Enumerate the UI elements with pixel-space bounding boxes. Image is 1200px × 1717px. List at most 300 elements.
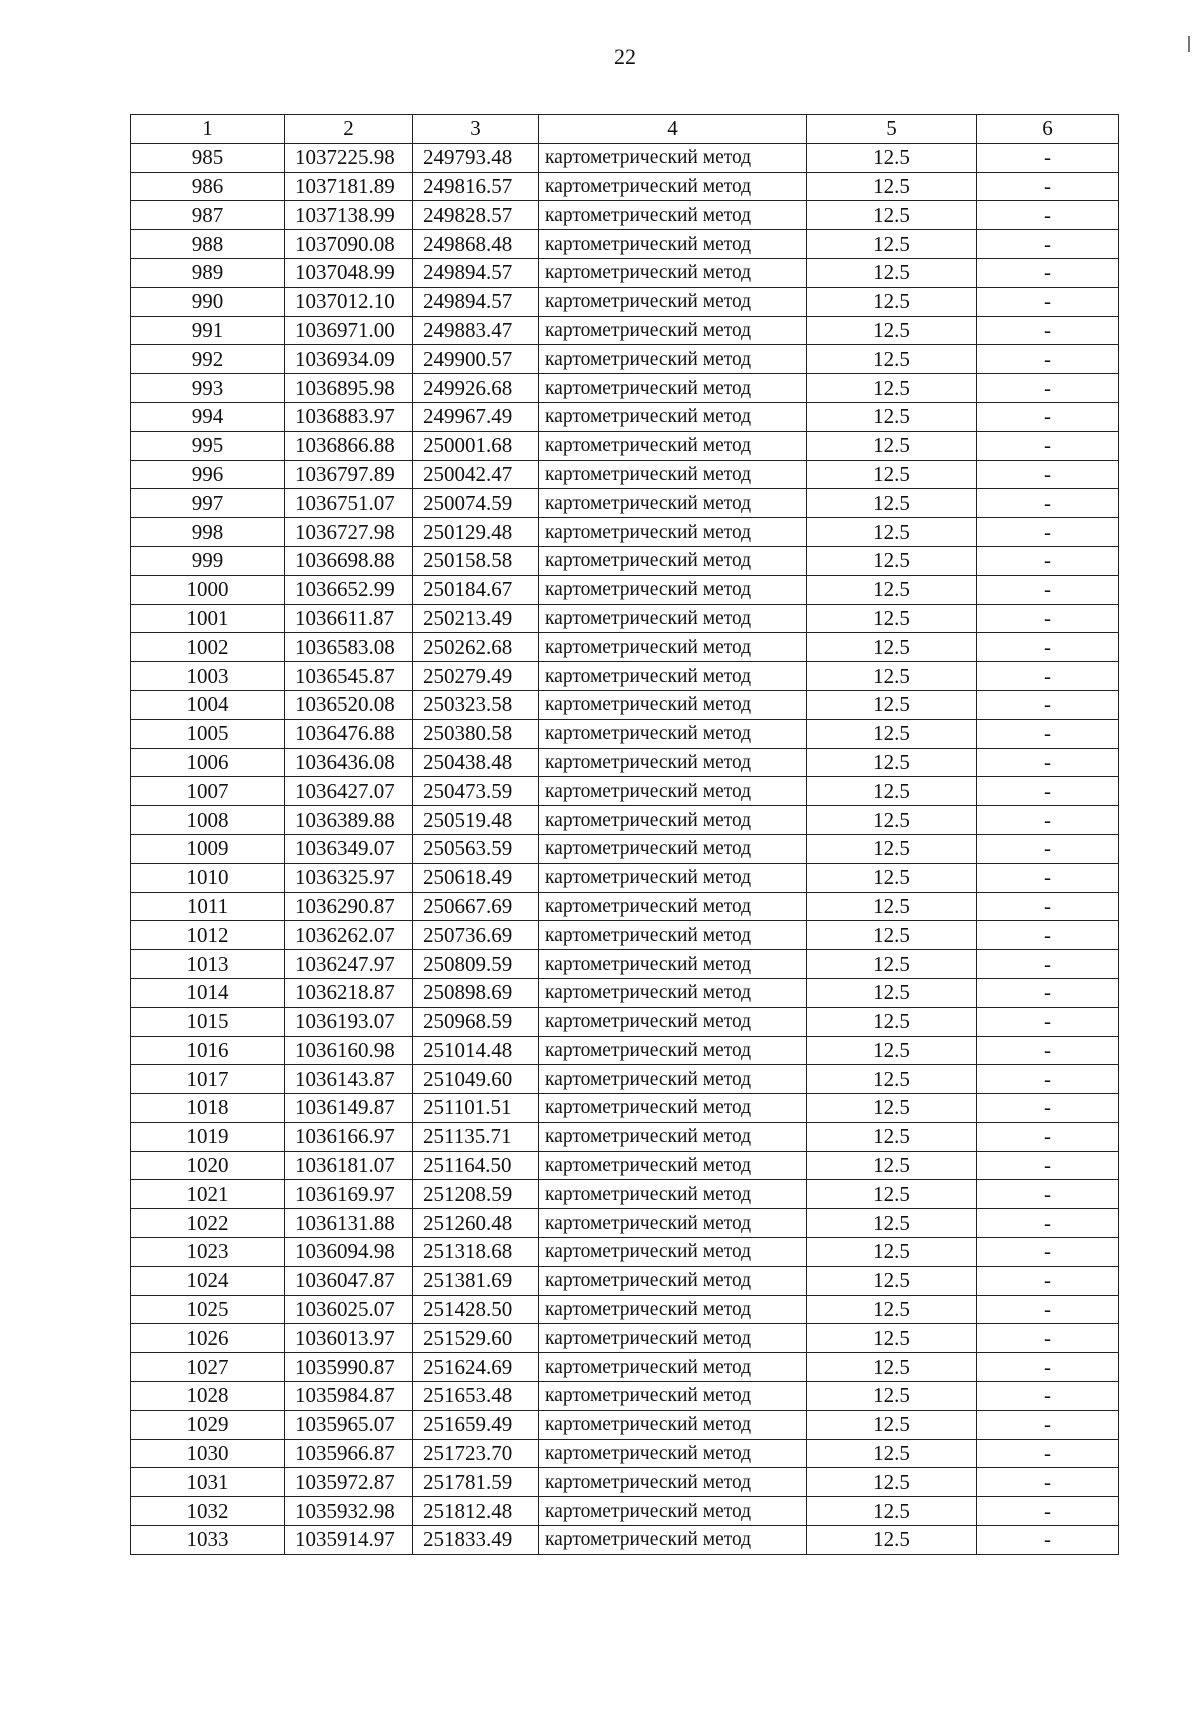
cell-coordinate-x: 1037048.99 bbox=[285, 258, 413, 287]
cell-coordinate-x: 1036013.97 bbox=[285, 1324, 413, 1353]
table-row bbox=[131, 345, 1119, 374]
cell-coordinate-x: 1037012.10 bbox=[285, 287, 413, 316]
cell-coordinate-y: 251624.69 bbox=[413, 1353, 539, 1382]
cell-method: картометрический метод bbox=[539, 402, 807, 431]
table-row bbox=[131, 1209, 1119, 1238]
cell-coordinate-x: 1036247.97 bbox=[285, 950, 413, 979]
cell-note: - bbox=[977, 921, 1119, 950]
cell-note: - bbox=[977, 518, 1119, 547]
cell-note: - bbox=[977, 1295, 1119, 1324]
table-row bbox=[131, 402, 1119, 431]
cell-coordinate-x: 1037225.98 bbox=[285, 143, 413, 172]
cell-note: - bbox=[977, 1151, 1119, 1180]
cell-method: картометрический метод bbox=[539, 777, 807, 806]
cell-point-number: 1011 bbox=[131, 892, 285, 921]
cell-point-number: 1014 bbox=[131, 978, 285, 1007]
cell-note: - bbox=[977, 633, 1119, 662]
cell-method: картометрический метод bbox=[539, 316, 807, 345]
cell-point-number: 1022 bbox=[131, 1209, 285, 1238]
cell-coordinate-x: 1036193.07 bbox=[285, 1007, 413, 1036]
cell-coordinate-x: 1035990.87 bbox=[285, 1353, 413, 1382]
column-header: 5 bbox=[807, 115, 977, 144]
cell-point-number: 992 bbox=[131, 345, 285, 374]
cell-coordinate-x: 1036427.07 bbox=[285, 777, 413, 806]
cell-method: картометрический метод bbox=[539, 806, 807, 835]
table-row bbox=[131, 748, 1119, 777]
cell-accuracy: 12.5 bbox=[807, 892, 977, 921]
cell-coordinate-y: 249816.57 bbox=[413, 172, 539, 201]
cell-point-number: 999 bbox=[131, 546, 285, 575]
cell-method: картометрический метод bbox=[539, 834, 807, 863]
cell-note: - bbox=[977, 1410, 1119, 1439]
cell-method: картометрический метод bbox=[539, 1295, 807, 1324]
table-row bbox=[131, 690, 1119, 719]
cell-point-number: 1018 bbox=[131, 1094, 285, 1123]
cell-point-number: 1004 bbox=[131, 690, 285, 719]
cell-coordinate-y: 250438.48 bbox=[413, 748, 539, 777]
cell-accuracy: 12.5 bbox=[807, 316, 977, 345]
cell-coordinate-y: 250519.48 bbox=[413, 806, 539, 835]
cell-accuracy: 12.5 bbox=[807, 1094, 977, 1123]
cell-accuracy: 12.5 bbox=[807, 1209, 977, 1238]
cell-method: картометрический метод bbox=[539, 1526, 807, 1555]
cell-note: - bbox=[977, 1122, 1119, 1151]
cell-coordinate-x: 1037181.89 bbox=[285, 172, 413, 201]
cell-point-number: 1001 bbox=[131, 604, 285, 633]
cell-note: - bbox=[977, 806, 1119, 835]
cell-accuracy: 12.5 bbox=[807, 777, 977, 806]
cell-coordinate-y: 251653.48 bbox=[413, 1382, 539, 1411]
cell-method: картометрический метод bbox=[539, 460, 807, 489]
cell-accuracy: 12.5 bbox=[807, 546, 977, 575]
cell-coordinate-x: 1036727.98 bbox=[285, 518, 413, 547]
cell-accuracy: 12.5 bbox=[807, 921, 977, 950]
cell-point-number: 1012 bbox=[131, 921, 285, 950]
cell-coordinate-y: 251101.51 bbox=[413, 1094, 539, 1123]
cell-coordinate-x: 1036149.87 bbox=[285, 1094, 413, 1123]
margin-mark bbox=[1188, 36, 1190, 52]
cell-coordinate-y: 250129.48 bbox=[413, 518, 539, 547]
cell-note: - bbox=[977, 1324, 1119, 1353]
cell-note: - bbox=[977, 662, 1119, 691]
cell-coordinate-y: 250262.68 bbox=[413, 633, 539, 662]
cell-method: картометрический метод bbox=[539, 172, 807, 201]
table-row bbox=[131, 1410, 1119, 1439]
cell-point-number: 986 bbox=[131, 172, 285, 201]
cell-coordinate-x: 1036797.89 bbox=[285, 460, 413, 489]
cell-coordinate-x: 1037090.08 bbox=[285, 230, 413, 259]
cell-point-number: 1015 bbox=[131, 1007, 285, 1036]
cell-point-number: 1023 bbox=[131, 1238, 285, 1267]
cell-coordinate-x: 1036131.88 bbox=[285, 1209, 413, 1238]
cell-coordinate-y: 250563.59 bbox=[413, 834, 539, 863]
cell-note: - bbox=[977, 1382, 1119, 1411]
cell-coordinate-y: 250736.69 bbox=[413, 921, 539, 950]
cell-coordinate-x: 1036290.87 bbox=[285, 892, 413, 921]
cell-coordinate-x: 1036181.07 bbox=[285, 1151, 413, 1180]
cell-point-number: 1031 bbox=[131, 1468, 285, 1497]
cell-note: - bbox=[977, 172, 1119, 201]
cell-note: - bbox=[977, 777, 1119, 806]
table-row bbox=[131, 950, 1119, 979]
cell-coordinate-x: 1036895.98 bbox=[285, 374, 413, 403]
table-row bbox=[131, 1526, 1119, 1555]
cell-point-number: 1025 bbox=[131, 1295, 285, 1324]
cell-coordinate-x: 1036262.07 bbox=[285, 921, 413, 950]
cell-note: - bbox=[977, 1439, 1119, 1468]
cell-point-number: 1010 bbox=[131, 863, 285, 892]
table-row bbox=[131, 1324, 1119, 1353]
cell-coordinate-y: 250968.59 bbox=[413, 1007, 539, 1036]
cell-coordinate-y: 250213.49 bbox=[413, 604, 539, 633]
cell-accuracy: 12.5 bbox=[807, 806, 977, 835]
table-row bbox=[131, 806, 1119, 835]
cell-point-number: 993 bbox=[131, 374, 285, 403]
table-row bbox=[131, 863, 1119, 892]
table-row bbox=[131, 1382, 1119, 1411]
cell-method: картометрический метод bbox=[539, 258, 807, 287]
cell-accuracy: 12.5 bbox=[807, 863, 977, 892]
cell-coordinate-y: 250001.68 bbox=[413, 431, 539, 460]
cell-coordinate-x: 1036047.87 bbox=[285, 1266, 413, 1295]
cell-point-number: 1002 bbox=[131, 633, 285, 662]
table-row bbox=[131, 287, 1119, 316]
column-header: 6 bbox=[977, 115, 1119, 144]
cell-method: картометрический метод bbox=[539, 431, 807, 460]
cell-coordinate-y: 249900.57 bbox=[413, 345, 539, 374]
cell-method: картометрический метод bbox=[539, 287, 807, 316]
cell-method: картометрический метод bbox=[539, 1266, 807, 1295]
table-row bbox=[131, 921, 1119, 950]
cell-method: картометрический метод bbox=[539, 1353, 807, 1382]
cell-coordinate-x: 1036094.98 bbox=[285, 1238, 413, 1267]
column-header: 4 bbox=[539, 115, 807, 144]
cell-coordinate-x: 1036218.87 bbox=[285, 978, 413, 1007]
cell-point-number: 1032 bbox=[131, 1497, 285, 1526]
cell-note: - bbox=[977, 863, 1119, 892]
cell-coordinate-y: 250074.59 bbox=[413, 489, 539, 518]
cell-note: - bbox=[977, 1238, 1119, 1267]
cell-method: картометрический метод bbox=[539, 978, 807, 1007]
table-row bbox=[131, 777, 1119, 806]
cell-coordinate-x: 1036476.88 bbox=[285, 719, 413, 748]
cell-note: - bbox=[977, 316, 1119, 345]
cell-coordinate-y: 251260.48 bbox=[413, 1209, 539, 1238]
cell-note: - bbox=[977, 950, 1119, 979]
cell-coordinate-x: 1036169.97 bbox=[285, 1180, 413, 1209]
cell-note: - bbox=[977, 431, 1119, 460]
cell-point-number: 1007 bbox=[131, 777, 285, 806]
cell-coordinate-y: 250473.59 bbox=[413, 777, 539, 806]
table-row bbox=[131, 604, 1119, 633]
cell-coordinate-y: 251428.50 bbox=[413, 1295, 539, 1324]
cell-point-number: 1024 bbox=[131, 1266, 285, 1295]
cell-point-number: 1030 bbox=[131, 1439, 285, 1468]
cell-accuracy: 12.5 bbox=[807, 748, 977, 777]
cell-accuracy: 12.5 bbox=[807, 374, 977, 403]
cell-accuracy: 12.5 bbox=[807, 1526, 977, 1555]
cell-point-number: 1003 bbox=[131, 662, 285, 691]
table-row bbox=[131, 978, 1119, 1007]
cell-point-number: 994 bbox=[131, 402, 285, 431]
cell-accuracy: 12.5 bbox=[807, 1122, 977, 1151]
cell-accuracy: 12.5 bbox=[807, 1295, 977, 1324]
cell-accuracy: 12.5 bbox=[807, 172, 977, 201]
cell-coordinate-y: 251135.71 bbox=[413, 1122, 539, 1151]
cell-accuracy: 12.5 bbox=[807, 978, 977, 1007]
cell-coordinate-x: 1036325.97 bbox=[285, 863, 413, 892]
cell-coordinate-y: 251208.59 bbox=[413, 1180, 539, 1209]
cell-coordinate-y: 249926.68 bbox=[413, 374, 539, 403]
cell-note: - bbox=[977, 1180, 1119, 1209]
table-row bbox=[131, 1353, 1119, 1382]
cell-method: картометрический метод bbox=[539, 921, 807, 950]
cell-accuracy: 12.5 bbox=[807, 950, 977, 979]
cell-point-number: 1021 bbox=[131, 1180, 285, 1209]
header-row bbox=[131, 115, 1119, 144]
column-header: 1 bbox=[131, 115, 285, 144]
cell-point-number: 1017 bbox=[131, 1065, 285, 1094]
cell-point-number: 1020 bbox=[131, 1151, 285, 1180]
cell-coordinate-y: 250042.47 bbox=[413, 460, 539, 489]
cell-coordinate-x: 1036025.07 bbox=[285, 1295, 413, 1324]
table-row bbox=[131, 460, 1119, 489]
cell-method: картометрический метод bbox=[539, 230, 807, 259]
cell-accuracy: 12.5 bbox=[807, 402, 977, 431]
cell-method: картометрический метод bbox=[539, 546, 807, 575]
cell-note: - bbox=[977, 748, 1119, 777]
cell-coordinate-x: 1035984.87 bbox=[285, 1382, 413, 1411]
cell-note: - bbox=[977, 604, 1119, 633]
table-row bbox=[131, 1295, 1119, 1324]
table-row bbox=[131, 201, 1119, 230]
table-row bbox=[131, 719, 1119, 748]
cell-note: - bbox=[977, 201, 1119, 230]
cell-note: - bbox=[977, 345, 1119, 374]
cell-coordinate-x: 1035914.97 bbox=[285, 1526, 413, 1555]
cell-point-number: 1013 bbox=[131, 950, 285, 979]
cell-note: - bbox=[977, 1266, 1119, 1295]
cell-accuracy: 12.5 bbox=[807, 460, 977, 489]
cell-coordinate-x: 1036436.08 bbox=[285, 748, 413, 777]
cell-coordinate-y: 251529.60 bbox=[413, 1324, 539, 1353]
cell-coordinate-y: 251833.49 bbox=[413, 1526, 539, 1555]
cell-note: - bbox=[977, 1526, 1119, 1555]
cell-note: - bbox=[977, 575, 1119, 604]
cell-method: картометрический метод bbox=[539, 143, 807, 172]
table-row bbox=[131, 489, 1119, 518]
cell-point-number: 989 bbox=[131, 258, 285, 287]
cell-accuracy: 12.5 bbox=[807, 143, 977, 172]
cell-method: картометрический метод bbox=[539, 345, 807, 374]
cell-point-number: 997 bbox=[131, 489, 285, 518]
cell-note: - bbox=[977, 892, 1119, 921]
cell-accuracy: 12.5 bbox=[807, 1410, 977, 1439]
cell-accuracy: 12.5 bbox=[807, 633, 977, 662]
cell-point-number: 988 bbox=[131, 230, 285, 259]
cell-method: картометрический метод bbox=[539, 1151, 807, 1180]
cell-point-number: 995 bbox=[131, 431, 285, 460]
cell-method: картометрический метод bbox=[539, 1382, 807, 1411]
cell-accuracy: 12.5 bbox=[807, 662, 977, 691]
table-row bbox=[131, 1439, 1119, 1468]
cell-note: - bbox=[977, 1209, 1119, 1238]
cell-point-number: 1009 bbox=[131, 834, 285, 863]
cell-method: картометрический метод bbox=[539, 1065, 807, 1094]
cell-point-number: 1026 bbox=[131, 1324, 285, 1353]
cell-coordinate-y: 250809.59 bbox=[413, 950, 539, 979]
cell-note: - bbox=[977, 489, 1119, 518]
cell-note: - bbox=[977, 230, 1119, 259]
cell-method: картометрический метод bbox=[539, 1238, 807, 1267]
page-number: 22 bbox=[614, 44, 636, 69]
cell-coordinate-x: 1036971.00 bbox=[285, 316, 413, 345]
cell-coordinate-y: 251723.70 bbox=[413, 1439, 539, 1468]
table-row bbox=[131, 316, 1119, 345]
table-row bbox=[131, 230, 1119, 259]
table-row bbox=[131, 258, 1119, 287]
cell-coordinate-x: 1035966.87 bbox=[285, 1439, 413, 1468]
cell-accuracy: 12.5 bbox=[807, 604, 977, 633]
cell-point-number: 1000 bbox=[131, 575, 285, 604]
cell-coordinate-x: 1036349.07 bbox=[285, 834, 413, 863]
cell-accuracy: 12.5 bbox=[807, 230, 977, 259]
table-row bbox=[131, 662, 1119, 691]
cell-point-number: 1008 bbox=[131, 806, 285, 835]
column-header: 2 bbox=[285, 115, 413, 144]
cell-coordinate-y: 249868.48 bbox=[413, 230, 539, 259]
cell-note: - bbox=[977, 1094, 1119, 1123]
cell-coordinate-y: 251014.48 bbox=[413, 1036, 539, 1065]
cell-accuracy: 12.5 bbox=[807, 431, 977, 460]
table-row bbox=[131, 374, 1119, 403]
cell-coordinate-y: 249883.47 bbox=[413, 316, 539, 345]
cell-method: картометрический метод bbox=[539, 1180, 807, 1209]
coordinates-table bbox=[130, 114, 1119, 1555]
cell-coordinate-x: 1036143.87 bbox=[285, 1065, 413, 1094]
cell-note: - bbox=[977, 1007, 1119, 1036]
cell-accuracy: 12.5 bbox=[807, 1382, 977, 1411]
cell-note: - bbox=[977, 690, 1119, 719]
cell-coordinate-x: 1036160.98 bbox=[285, 1036, 413, 1065]
cell-accuracy: 12.5 bbox=[807, 575, 977, 604]
cell-method: картометрический метод bbox=[539, 950, 807, 979]
cell-accuracy: 12.5 bbox=[807, 518, 977, 547]
cell-coordinate-y: 250380.58 bbox=[413, 719, 539, 748]
cell-note: - bbox=[977, 402, 1119, 431]
cell-coordinate-y: 249793.48 bbox=[413, 143, 539, 172]
cell-note: - bbox=[977, 1353, 1119, 1382]
cell-coordinate-x: 1035932.98 bbox=[285, 1497, 413, 1526]
cell-method: картометрический метод bbox=[539, 719, 807, 748]
cell-accuracy: 12.5 bbox=[807, 1065, 977, 1094]
cell-coordinate-y: 250898.69 bbox=[413, 978, 539, 1007]
table-row bbox=[131, 518, 1119, 547]
table-row bbox=[131, 1497, 1119, 1526]
cell-method: картометрический метод bbox=[539, 518, 807, 547]
cell-method: картометрический метод bbox=[539, 575, 807, 604]
cell-method: картометрический метод bbox=[539, 1439, 807, 1468]
table-row bbox=[131, 1238, 1119, 1267]
table-row bbox=[131, 143, 1119, 172]
cell-accuracy: 12.5 bbox=[807, 1238, 977, 1267]
cell-coordinate-y: 251164.50 bbox=[413, 1151, 539, 1180]
table-row bbox=[131, 1468, 1119, 1497]
cell-coordinate-x: 1036389.88 bbox=[285, 806, 413, 835]
cell-coordinate-y: 251381.69 bbox=[413, 1266, 539, 1295]
cell-coordinate-y: 250279.49 bbox=[413, 662, 539, 691]
cell-accuracy: 12.5 bbox=[807, 1266, 977, 1295]
cell-point-number: 998 bbox=[131, 518, 285, 547]
table-row bbox=[131, 1094, 1119, 1123]
cell-method: картометрический метод bbox=[539, 1410, 807, 1439]
cell-coordinate-y: 251781.59 bbox=[413, 1468, 539, 1497]
cell-coordinate-y: 251049.60 bbox=[413, 1065, 539, 1094]
cell-accuracy: 12.5 bbox=[807, 258, 977, 287]
cell-accuracy: 12.5 bbox=[807, 345, 977, 374]
cell-note: - bbox=[977, 719, 1119, 748]
cell-coordinate-y: 249967.49 bbox=[413, 402, 539, 431]
table-row bbox=[131, 1180, 1119, 1209]
cell-method: картометрический метод bbox=[539, 1036, 807, 1065]
table-row bbox=[131, 1036, 1119, 1065]
cell-point-number: 1027 bbox=[131, 1353, 285, 1382]
cell-coordinate-x: 1036520.08 bbox=[285, 690, 413, 719]
table-row bbox=[131, 834, 1119, 863]
cell-point-number: 1019 bbox=[131, 1122, 285, 1151]
cell-coordinate-x: 1037138.99 bbox=[285, 201, 413, 230]
cell-accuracy: 12.5 bbox=[807, 1151, 977, 1180]
cell-accuracy: 12.5 bbox=[807, 1439, 977, 1468]
cell-note: - bbox=[977, 287, 1119, 316]
cell-note: - bbox=[977, 978, 1119, 1007]
cell-coordinate-x: 1036611.87 bbox=[285, 604, 413, 633]
cell-method: картометрический метод bbox=[539, 748, 807, 777]
cell-point-number: 985 bbox=[131, 143, 285, 172]
cell-point-number: 1033 bbox=[131, 1526, 285, 1555]
cell-coordinate-y: 251318.68 bbox=[413, 1238, 539, 1267]
cell-accuracy: 12.5 bbox=[807, 1497, 977, 1526]
cell-accuracy: 12.5 bbox=[807, 489, 977, 518]
cell-coordinate-x: 1036866.88 bbox=[285, 431, 413, 460]
cell-coordinate-y: 249828.57 bbox=[413, 201, 539, 230]
cell-point-number: 1016 bbox=[131, 1036, 285, 1065]
table-row bbox=[131, 1007, 1119, 1036]
cell-point-number: 1028 bbox=[131, 1382, 285, 1411]
cell-method: картометрический метод bbox=[539, 1497, 807, 1526]
cell-coordinate-y: 249894.57 bbox=[413, 258, 539, 287]
cell-method: картометрический метод bbox=[539, 892, 807, 921]
cell-coordinate-y: 249894.57 bbox=[413, 287, 539, 316]
cell-coordinate-y: 250323.58 bbox=[413, 690, 539, 719]
table-row bbox=[131, 431, 1119, 460]
cell-note: - bbox=[977, 546, 1119, 575]
cell-accuracy: 12.5 bbox=[807, 690, 977, 719]
cell-accuracy: 12.5 bbox=[807, 287, 977, 316]
cell-accuracy: 12.5 bbox=[807, 201, 977, 230]
cell-point-number: 987 bbox=[131, 201, 285, 230]
cell-method: картометрический метод bbox=[539, 489, 807, 518]
table-row bbox=[131, 172, 1119, 201]
table-body bbox=[131, 143, 1119, 1554]
cell-accuracy: 12.5 bbox=[807, 834, 977, 863]
cell-method: картометрический метод bbox=[539, 863, 807, 892]
cell-method: картометрический метод bbox=[539, 201, 807, 230]
cell-coordinate-x: 1036652.99 bbox=[285, 575, 413, 604]
cell-coordinate-y: 250618.49 bbox=[413, 863, 539, 892]
table-row bbox=[131, 1122, 1119, 1151]
cell-note: - bbox=[977, 834, 1119, 863]
